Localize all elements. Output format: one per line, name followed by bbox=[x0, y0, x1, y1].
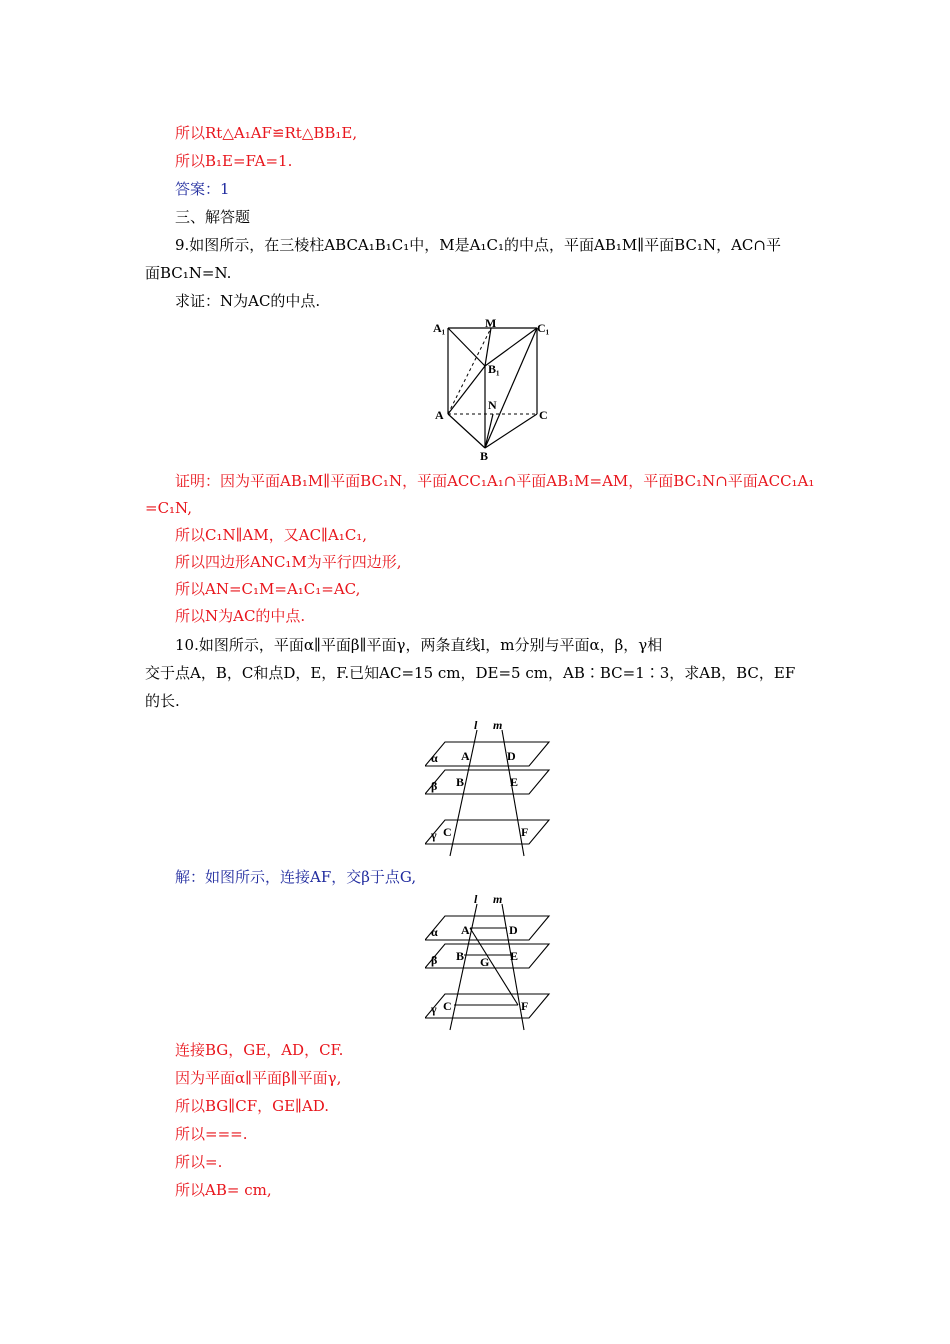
label-gamma: γ bbox=[431, 828, 437, 842]
label-alpha: α bbox=[431, 751, 438, 765]
label-C: C bbox=[539, 408, 548, 422]
problem-10-text: 的长. bbox=[145, 692, 180, 710]
problem-9-text: 面BC₁N=N. bbox=[145, 264, 232, 282]
section-heading: 三、解答题 bbox=[175, 208, 251, 226]
label-m: m bbox=[493, 718, 503, 732]
label-A: A bbox=[461, 749, 470, 763]
label-gamma: γ bbox=[431, 1002, 437, 1016]
proof-line bbox=[175, 470, 814, 492]
label-E: E bbox=[510, 949, 519, 963]
proof-line: 所以AN=C₁M=A₁C₁=AC, bbox=[175, 580, 361, 598]
problem-9-text: 9.如图所示，在三棱柱ABCA₁B₁C₁中，M是A₁C₁的中点，平面AB₁M∥平面BC₁N，AC∩平 bbox=[175, 236, 781, 254]
problem-9-goal: 求证：N为AC的中点. bbox=[175, 292, 321, 310]
proof-line: =C₁N, bbox=[145, 499, 192, 517]
label-B: B bbox=[456, 949, 465, 963]
label-A: A bbox=[435, 408, 444, 422]
label-A: A bbox=[461, 923, 470, 937]
solution-line: 连接BG，GE，AD，CF. bbox=[175, 1041, 344, 1059]
label-D: D bbox=[507, 749, 516, 763]
solution-line: 解：如图所示，连接AF，交β于点G, bbox=[175, 868, 417, 886]
label-F: F bbox=[521, 999, 529, 1013]
label-D: D bbox=[509, 923, 518, 937]
prism-figure bbox=[425, 316, 555, 464]
label-C: C bbox=[443, 999, 452, 1013]
solution-line: 所以===. bbox=[175, 1125, 248, 1143]
solution-line: 所以AB= cm, bbox=[175, 1181, 272, 1199]
problem-10-text: 10.如图所示，平面α∥平面β∥平面γ，两条直线l，m分别与平面α，β，γ相 bbox=[175, 636, 663, 654]
label-A1: A₁ bbox=[433, 321, 446, 335]
proof-text: 证明：因为平面AB₁M∥平面BC₁N，平面ACC₁A₁∩平面AB₁M=AM，平面BC₁N∩平面ACC₁A₁ bbox=[175, 472, 815, 490]
label-C1: C₁ bbox=[537, 321, 550, 335]
solution-line: 因为平面α∥平面β∥平面γ, bbox=[175, 1069, 342, 1087]
label-l: l bbox=[474, 892, 478, 906]
proof-line: 所以N为AC的中点. bbox=[175, 607, 306, 625]
label-beta: β bbox=[431, 953, 438, 967]
label-B1: B₁ bbox=[488, 362, 500, 376]
label-G: G bbox=[480, 955, 490, 969]
text-line: 所以Rt△A₁AF≌Rt△BB₁E, bbox=[175, 124, 358, 142]
solution-line: 所以=. bbox=[175, 1153, 223, 1171]
solution-line: 所以BG∥CF，GE∥AD. bbox=[175, 1097, 330, 1115]
planes-figure-with-g bbox=[425, 892, 555, 1032]
problem-10-text: 交于点A，B，C和点D，E，F.已知AC=15 cm，DE=5 cm，AB∶BC=1∶3，求AB，BC，EF bbox=[145, 664, 796, 682]
planes-figure bbox=[425, 718, 555, 858]
proof-line: 所以C₁N∥AM，又AC∥A₁C₁, bbox=[175, 526, 368, 544]
proof-line: 所以四边形ANC₁M为平行四边形, bbox=[175, 553, 402, 571]
label-M: M bbox=[485, 316, 497, 330]
label-N: N bbox=[488, 398, 497, 412]
label-E: E bbox=[510, 775, 519, 789]
label-m: m bbox=[493, 892, 503, 906]
text-line: 所以B₁E=FA=1. bbox=[175, 152, 293, 170]
answer-line: 答案：1 bbox=[175, 180, 230, 198]
label-beta: β bbox=[431, 779, 438, 793]
label-B: B bbox=[456, 775, 465, 789]
label-F: F bbox=[521, 825, 529, 839]
label-l: l bbox=[474, 718, 478, 732]
label-alpha: α bbox=[431, 925, 438, 939]
label-C: C bbox=[443, 825, 452, 839]
label-B: B bbox=[480, 449, 489, 463]
